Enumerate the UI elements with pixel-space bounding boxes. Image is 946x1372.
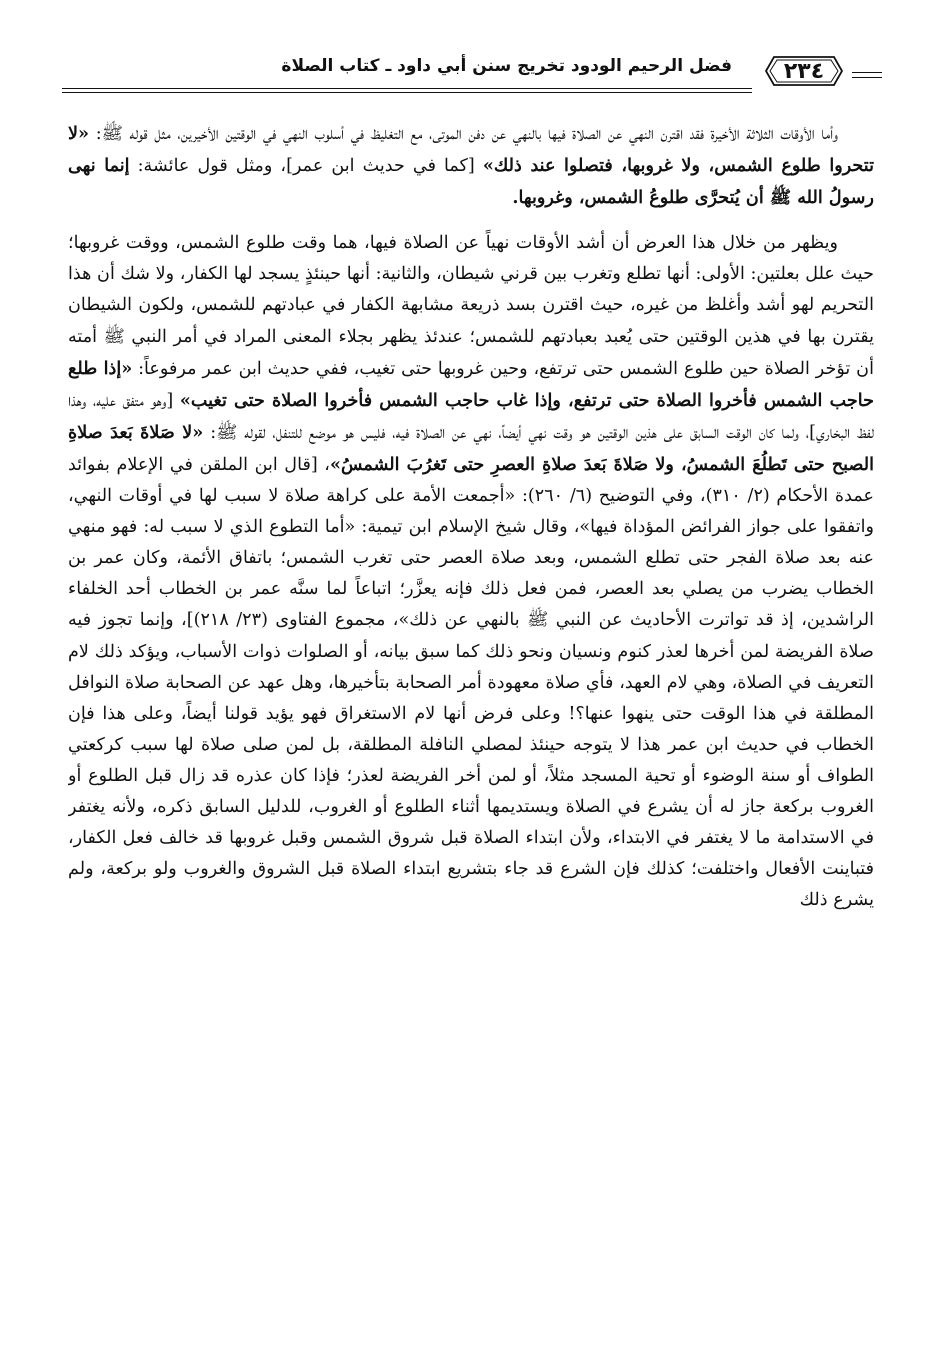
- header-rule-2: [62, 92, 752, 93]
- text-segment: ويظهر من خلال هذا العرض أن أشد الأوقات نهياً عن الصلاة فيها، هما وقت طلوع الشمس، ووقت غروبها؛ حيث علل بعلتين: الأولى: أنها تطلع وتغرب بين قرني شيطان، والثانية: أنها حينئذٍ يسجد لها الكفار، ولا شك أن هذا التحريم لهو أشد وأغلظ من غيره، حيث اقترن بسد ذريعة مشابهة الكفار في عبادتهم للشمس، ولكون الشيطان يقترن بها في هذين الوقتين حتى يُعبد بعبادتهم للشمس؛ عندئذ يظهر بجلاء المعنى المراد في أمر النبي ﷺ أمته أن تؤخر الصلاة حين طلوع الشمس حتى ترتفع، وحين غروبها حتى تغيب، ففي حديث ابن عمر مرفوعاً:: [68, 233, 874, 379]
- hadith-quote: «لا تتحروا طلوع الشمس، ولا غروبها، فتصلوا عند ذلك»: [68, 123, 874, 177]
- running-title: فضل الرحيم الودود تخريج سنن أبي داود ـ كتاب الصلاة: [281, 56, 732, 76]
- text-segment: ، [قال ابن الملقن في الإعلام بفوائد عمدة الأحكام (٢/ ٣١٠)، وفي التوضيح (٦/ ٢٦٠): «أجمعت الأمة على كراهة صلاة لا سبب لها في أوقات النهي، واتفقوا على جواز الفرائض المؤداة فيها»، وقال شيخ الإسلام ابن تيمية: «أما التطوع الذي لا سبب له: فهو منهي عنه بعد صلاة الفجر حتى تطلع الشمس، وبعد صلاة العصر حتى تغرب الشمس؛ باتفاق الأئمة، وكان عمر بن الخطاب يضرب من يصلي بعد العصر، فمن فعل ذلك فإنه يعزَّر؛ اتباعاً لما سنَّه عمر بن الخطاب أحد الخلفاء الراشدين، إذ قد تواترت الأحاديث عن النبي ﷺ بالنهي عن ذلك»، مجموع الفتاوى (٢٣/ ٢١٨)]، وإنما تجوز فيه صلاة الفريضة لمن أخرها لعذر كنوم ونسيان ونحو ذلك كما سبق بيانه، أو الصلوات ذوات الأسباب، ويؤكد ذلك لام التعريف في الصلاة، وهي لام العهد، فأي صلاة معهودة أمر الصحابة بتأخيرها، وهل عهد عن الصحابة صلاة النوافل المطلقة في هذا الوقت حتى ينهوا عنها؟! وعلى فرض أنها لام الاستغراق فهو يؤيد قولنا أيضاً، وعلى هذا فإن الخطاب في حديث ابن عمر هذا لا يتوجه حينئذ لمصلي النافلة المطلقة، بل لمن صلى صلاة لها سبب كركعتي الطواف أو سنة الوضوء أو تحية المسجد مثلاً، أو لمن أخر الفريضة لعذر؛ فإذا كان عذره قد زال قبل الطلوع أو الغروب بركعة جاز له أن يشرع في الصلاة ويستديمها أثناء الطلوع أو الغروب، للدليل السابق ذكره، ولأنه يغتفر في الاستدامة ما لا يغتفر في الابتداء، ولأن ابتداء الصلاة قبل شروق الشمس وقبل غروبها قد خالف فعل الكفار، فتباينت الأفعال واختلفت؛ كذلك فإن الشرع قد جاء بتشريع ابتداء الصلاة قبل الشروق والغروب ولو بركعة، ولم يشرع ذلك: [68, 454, 874, 911]
- text-segment: [كما في حديث ابن عمر]، ومثل قول عائشة:: [129, 156, 483, 177]
- header-rule-right-2: [852, 77, 882, 78]
- hadith-quote: «إذا طلع حاجب الشمس فأخروا الصلاة حتى ترتفع، وإذا غاب حاجب الشمس فأخروا الصلاة حتى تغيب»: [68, 357, 874, 411]
- body-text: [68, 118, 874, 1358]
- page-number: ٢٣٤: [783, 58, 825, 84]
- paragraph: [68, 118, 874, 214]
- hadith-quote: إنما نهى رسولُ الله ﷺ أن يُتحرَّى طلوعُ الشمس، وغروبها.: [68, 155, 874, 209]
- text-segment: [وهو متفق عليه، وهذا لفظ البخاري]، ولما كان الوقت السابق على هذين الوقتين هو وقت نهي أيضاً، نهي عن الصلاة فيه، فليس هو موضع للتنفل، لقوله ﷺ:: [68, 390, 874, 443]
- page-number-frame: [764, 54, 844, 88]
- hadith-quote: «لا صَلاةَ بَعدَ صلاةِ الصبح حتى تَطلُعَ الشمسُ، ولا صَلاةَ بَعدَ صلاةِ العصرِ حتى تَغرُبَ الشمسُ»: [68, 421, 874, 475]
- text-segment: وأما الأوقات الثلاثة الأخيرة فقد اقترن النهي عن الصلاة فيها بالنهي عن دفن الموتى، مع التغليظ في أسلوب النهي في الوقتين الأخيرين، مثل قوله ﷺ:: [89, 124, 838, 144]
- paragraph: [68, 228, 874, 916]
- page-header: [62, 50, 882, 94]
- header-rule-right: [852, 72, 882, 73]
- header-rule: [62, 88, 752, 89]
